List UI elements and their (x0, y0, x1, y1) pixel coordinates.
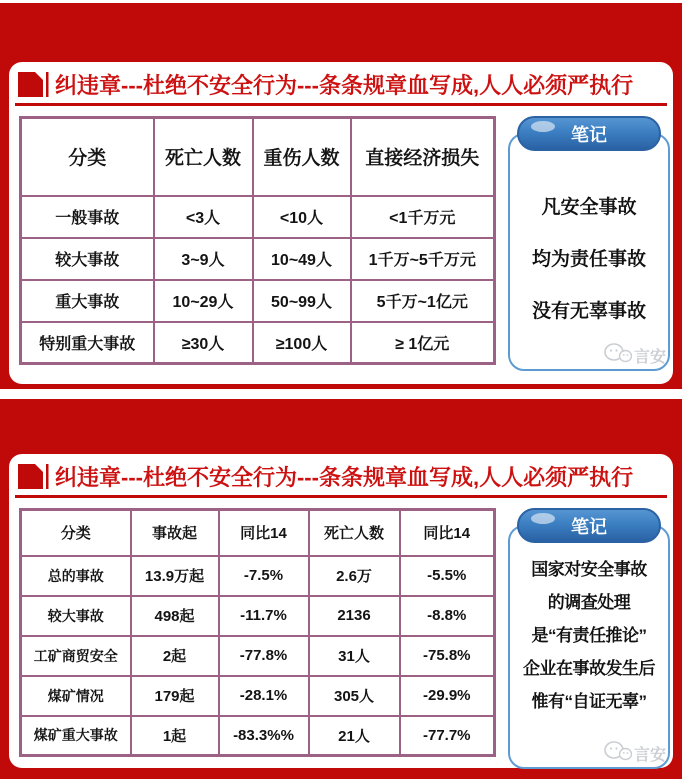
content-card-2 (9, 454, 673, 768)
slide-title-bar (9, 62, 673, 100)
slide-title-bar (9, 454, 673, 492)
table-cell: <10人 (253, 196, 351, 238)
table-row (21, 676, 495, 716)
note-line: 均为责任事故 (531, 248, 646, 270)
column-header: 死亡人数 (309, 510, 400, 556)
column-header: 同比14 (400, 510, 495, 556)
table-cell: 31人 (309, 636, 400, 676)
table-row (21, 636, 495, 676)
column-header: 分类 (21, 118, 154, 196)
table-cell: 305人 (309, 676, 400, 716)
note-line: 国家对安全事故 (531, 560, 647, 579)
table-cell: 2136 (309, 596, 400, 636)
table-cell: -7.5% (219, 556, 309, 596)
watermark (604, 741, 666, 766)
table-cell: <3人 (154, 196, 253, 238)
chat-bubbles-icon (604, 343, 632, 368)
table-cell: -77.7% (400, 716, 495, 756)
table-row (21, 238, 495, 280)
table-cell: -75.8% (400, 636, 495, 676)
table-cell: 总的事故 (21, 556, 131, 596)
note-line: 没有无辜事故 (531, 300, 646, 322)
table-cell: 2.6万 (309, 556, 400, 596)
table-cell: 10~49人 (253, 238, 351, 280)
table-row (21, 596, 495, 636)
book-page-icon (17, 463, 49, 490)
column-header: 重伤人数 (253, 118, 351, 196)
table-cell: 2起 (131, 636, 219, 676)
watermark-text: 言安 (633, 349, 666, 366)
slide-title: 纠违章---杜绝不安全行为---条条规章血写成,人人必须严执行 (55, 73, 634, 98)
notes-box (508, 525, 670, 769)
table-cell: 重大事故 (21, 280, 154, 322)
table-cell: -77.8% (219, 636, 309, 676)
notes-title: 笔记 (571, 516, 607, 537)
table-cell: 3~9人 (154, 238, 253, 280)
table-cell: 特别重大事故 (21, 322, 154, 364)
column-header: 分类 (21, 510, 131, 556)
table-cell: 10~29人 (154, 280, 253, 322)
table-row (21, 196, 495, 238)
table-cell: <1千万元 (351, 196, 495, 238)
table-cell: -8.8% (400, 596, 495, 636)
table-row (21, 280, 495, 322)
table-cell: 1起 (131, 716, 219, 756)
accident-statistics-table (19, 508, 496, 757)
column-header: 死亡人数 (154, 118, 253, 196)
table-cell: 煤矿重大事故 (21, 716, 131, 756)
note-line: 凡安全事故 (541, 196, 637, 218)
slide-panel-2 (0, 399, 682, 779)
slide-panel-1 (0, 3, 682, 389)
table-cell: 工矿商贸安全 (21, 636, 131, 676)
column-header: 同比14 (219, 510, 309, 556)
table-cell: 13.9万起 (131, 556, 219, 596)
table-cell: -83.3%% (219, 716, 309, 756)
notes-title: 笔记 (571, 124, 607, 145)
book-page-icon (17, 71, 49, 98)
watermark (604, 343, 666, 368)
table-cell: ≥100人 (253, 322, 351, 364)
table-cell: 5千万~1亿元 (351, 280, 495, 322)
table-row (21, 716, 495, 756)
notes-header-badge (517, 116, 661, 151)
table-cell: -11.7% (219, 596, 309, 636)
table-cell: -5.5% (400, 556, 495, 596)
note-line: 惟有“自证无辜” (531, 692, 647, 711)
table-cell: 50~99人 (253, 280, 351, 322)
table-cell: -29.9% (400, 676, 495, 716)
content-card-1 (9, 62, 673, 384)
table-cell: 21人 (309, 716, 400, 756)
table-cell: ≥30人 (154, 322, 253, 364)
accident-classification-table (19, 116, 496, 365)
table-cell: 煤矿情况 (21, 676, 131, 716)
table-cell: 一般事故 (21, 196, 154, 238)
column-header: 事故起 (131, 510, 219, 556)
notes-panel (508, 116, 670, 371)
note-line: 是“有责任推论” (531, 626, 647, 645)
table-header-row (21, 118, 495, 196)
column-header: 直接经济损失 (351, 118, 495, 196)
watermark-text: 言安 (633, 747, 666, 764)
note-line: 企业在事故发生后 (523, 659, 655, 678)
notes-panel (508, 508, 670, 769)
table-row (21, 322, 495, 364)
table-cell: ≥ 1亿元 (351, 322, 495, 364)
notes-box (508, 133, 670, 371)
slide-title: 纠违章---杜绝不安全行为---条条规章血写成,人人必须严执行 (55, 465, 634, 490)
table-cell: 1千万~5千万元 (351, 238, 495, 280)
table-cell: 较大事故 (21, 596, 131, 636)
table-header-row (21, 510, 495, 556)
table-cell: 较大事故 (21, 238, 154, 280)
notes-header-badge (517, 508, 661, 543)
table-row (21, 556, 495, 596)
chat-bubbles-icon (604, 741, 632, 766)
table-cell: -28.1% (219, 676, 309, 716)
note-line: 的调查处理 (547, 593, 631, 612)
table-cell: 498起 (131, 596, 219, 636)
table-cell: 179起 (131, 676, 219, 716)
